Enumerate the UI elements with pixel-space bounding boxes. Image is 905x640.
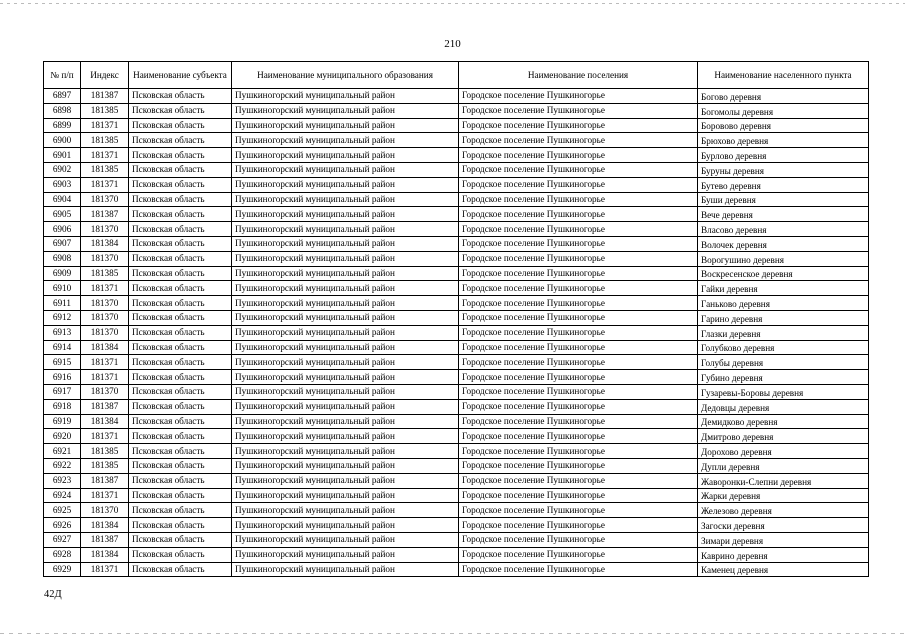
- cell-settlement: Городское поселение Пушкиногорье: [459, 310, 698, 325]
- cell-postal-index: 181384: [81, 547, 129, 562]
- cell-row-number: 6928: [44, 547, 81, 562]
- cell-settlement: Городское поселение Пушкиногорье: [459, 207, 698, 222]
- cell-row-number: 6925: [44, 503, 81, 518]
- cell-settlement: Городское поселение Пушкиногорье: [459, 473, 698, 488]
- cell-settlement: Городское поселение Пушкиногорье: [459, 414, 698, 429]
- cell-subject: Псковская область: [129, 370, 232, 385]
- cell-subject: Псковская область: [129, 458, 232, 473]
- table-row: [44, 562, 869, 577]
- cell-row-number: 6910: [44, 281, 81, 296]
- page-number: 210: [444, 38, 461, 50]
- cell-locality: Голубково деревня: [698, 340, 869, 355]
- cell-settlement: Городское поселение Пушкиногорье: [459, 177, 698, 192]
- cell-municipality: Пушкиногорский муниципальный район: [232, 266, 459, 281]
- cell-postal-index: 181384: [81, 340, 129, 355]
- cell-municipality: Пушкиногорский муниципальный район: [232, 429, 459, 444]
- table-row: [44, 89, 869, 104]
- cell-row-number: 6922: [44, 458, 81, 473]
- cell-row-number: 6924: [44, 488, 81, 503]
- cell-subject: Псковская область: [129, 518, 232, 533]
- cell-row-number: 6908: [44, 251, 81, 266]
- cell-postal-index: 181385: [81, 444, 129, 459]
- table-row: [44, 355, 869, 370]
- cell-postal-index: 181371: [81, 370, 129, 385]
- cell-row-number: 6912: [44, 310, 81, 325]
- footer-code: 42Д: [44, 589, 62, 600]
- table-row: [44, 133, 869, 148]
- cell-locality: Загоски деревня: [698, 518, 869, 533]
- table-header-row: [44, 62, 869, 89]
- cell-row-number: 6918: [44, 399, 81, 414]
- cell-locality: Боровово деревня: [698, 118, 869, 133]
- cell-subject: Псковская область: [129, 222, 232, 237]
- table-row: [44, 192, 869, 207]
- cell-postal-index: 181384: [81, 414, 129, 429]
- table-row: [44, 296, 869, 311]
- header-locality-name: Наименование населенного пункта: [698, 62, 869, 89]
- cell-postal-index: 181371: [81, 488, 129, 503]
- cell-row-number: 6920: [44, 429, 81, 444]
- cell-subject: Псковская область: [129, 266, 232, 281]
- cell-municipality: Пушкиногорский муниципальный район: [232, 355, 459, 370]
- table-row: [44, 207, 869, 222]
- cell-subject: Псковская область: [129, 281, 232, 296]
- cell-postal-index: 181370: [81, 296, 129, 311]
- cell-locality: Дорохово деревня: [698, 444, 869, 459]
- cell-municipality: Пушкиногорский муниципальный район: [232, 118, 459, 133]
- header-subject-name: Наименование субъекта: [129, 62, 232, 89]
- cell-locality: Жарки деревня: [698, 488, 869, 503]
- cell-settlement: Городское поселение Пушкиногорье: [459, 281, 698, 296]
- cell-postal-index: 181370: [81, 251, 129, 266]
- cell-municipality: Пушкиногорский муниципальный район: [232, 148, 459, 163]
- cell-municipality: Пушкиногорский муниципальный район: [232, 384, 459, 399]
- cell-municipality: Пушкиногорский муниципальный район: [232, 399, 459, 414]
- cell-postal-index: 181384: [81, 236, 129, 251]
- cell-subject: Псковская область: [129, 207, 232, 222]
- cell-locality: Буши деревня: [698, 192, 869, 207]
- cell-locality: Демидково деревня: [698, 414, 869, 429]
- cell-settlement: Городское поселение Пушкиногорье: [459, 458, 698, 473]
- cell-locality: Глазки деревня: [698, 325, 869, 340]
- cell-subject: Псковская область: [129, 547, 232, 562]
- cell-row-number: 6915: [44, 355, 81, 370]
- cell-locality: Гайки деревня: [698, 281, 869, 296]
- cell-row-number: 6900: [44, 133, 81, 148]
- cell-subject: Псковская область: [129, 429, 232, 444]
- cell-locality: Жаворонки-Слепни деревня: [698, 473, 869, 488]
- cell-postal-index: 181371: [81, 562, 129, 577]
- cell-subject: Псковская область: [129, 251, 232, 266]
- cell-postal-index: 181371: [81, 429, 129, 444]
- table-row: [44, 532, 869, 547]
- table-body: [44, 89, 869, 577]
- cell-postal-index: 181387: [81, 399, 129, 414]
- cell-subject: Псковская область: [129, 340, 232, 355]
- cell-row-number: 6914: [44, 340, 81, 355]
- cell-subject: Псковская область: [129, 325, 232, 340]
- cell-locality: Богово деревня: [698, 89, 869, 104]
- cell-settlement: Городское поселение Пушкиногорье: [459, 118, 698, 133]
- cell-subject: Псковская область: [129, 414, 232, 429]
- cell-settlement: Городское поселение Пушкиногорье: [459, 251, 698, 266]
- cell-subject: Псковская область: [129, 562, 232, 577]
- cell-settlement: Городское поселение Пушкиногорье: [459, 444, 698, 459]
- cell-municipality: Пушкиногорский муниципальный район: [232, 281, 459, 296]
- cell-settlement: Городское поселение Пушкиногорье: [459, 340, 698, 355]
- cell-municipality: Пушкиногорский муниципальный район: [232, 547, 459, 562]
- cell-locality: Воскресенское деревня: [698, 266, 869, 281]
- table-row: [44, 340, 869, 355]
- cell-subject: Псковская область: [129, 310, 232, 325]
- table-row: [44, 399, 869, 414]
- cell-municipality: Пушкиногорский муниципальный район: [232, 473, 459, 488]
- cell-postal-index: 181371: [81, 148, 129, 163]
- cell-row-number: 6904: [44, 192, 81, 207]
- table-row: [44, 162, 869, 177]
- cell-settlement: Городское поселение Пушкиногорье: [459, 236, 698, 251]
- cell-row-number: 6902: [44, 162, 81, 177]
- cell-row-number: 6897: [44, 89, 81, 104]
- cell-settlement: Городское поселение Пушкиногорье: [459, 518, 698, 533]
- cell-subject: Псковская область: [129, 103, 232, 118]
- table-row: [44, 222, 869, 237]
- cell-row-number: 6927: [44, 532, 81, 547]
- cell-settlement: Городское поселение Пушкиногорье: [459, 562, 698, 577]
- cell-municipality: Пушкиногорский муниципальный район: [232, 162, 459, 177]
- cell-postal-index: 181387: [81, 473, 129, 488]
- cell-subject: Псковская область: [129, 236, 232, 251]
- cell-municipality: Пушкиногорский муниципальный район: [232, 488, 459, 503]
- table-row: [44, 488, 869, 503]
- cell-municipality: Пушкиногорский муниципальный район: [232, 310, 459, 325]
- cell-municipality: Пушкиногорский муниципальный район: [232, 503, 459, 518]
- cell-municipality: Пушкиногорский муниципальный район: [232, 251, 459, 266]
- table-row: [44, 103, 869, 118]
- table-row: [44, 384, 869, 399]
- cell-row-number: 6917: [44, 384, 81, 399]
- cell-row-number: 6926: [44, 518, 81, 533]
- cell-municipality: Пушкиногорский муниципальный район: [232, 296, 459, 311]
- cell-row-number: 6901: [44, 148, 81, 163]
- cell-locality: Каврино деревня: [698, 547, 869, 562]
- cell-row-number: 6921: [44, 444, 81, 459]
- cell-row-number: 6923: [44, 473, 81, 488]
- cell-locality: Каменец деревня: [698, 562, 869, 577]
- cell-postal-index: 181387: [81, 207, 129, 222]
- table-row: [44, 177, 869, 192]
- header-postal-index: Индекс: [81, 62, 129, 89]
- cell-locality: Голубы деревня: [698, 355, 869, 370]
- cell-municipality: Пушкиногорский муниципальный район: [232, 325, 459, 340]
- cell-locality: Бурлово деревня: [698, 148, 869, 163]
- cell-postal-index: 181384: [81, 518, 129, 533]
- cell-municipality: Пушкиногорский муниципальный район: [232, 133, 459, 148]
- header-settlement-name: Наименование поселения: [459, 62, 698, 89]
- cell-municipality: Пушкиногорский муниципальный район: [232, 518, 459, 533]
- cell-postal-index: 181385: [81, 458, 129, 473]
- header-municipality-name: Наименование муниципального образования: [232, 62, 459, 89]
- cell-settlement: Городское поселение Пушкиногорье: [459, 162, 698, 177]
- cell-postal-index: 181370: [81, 310, 129, 325]
- cell-row-number: 6907: [44, 236, 81, 251]
- cell-settlement: Городское поселение Пушкиногорье: [459, 192, 698, 207]
- cell-locality: Гузаревы-Боровы деревня: [698, 384, 869, 399]
- table-row: [44, 266, 869, 281]
- cell-locality: Богомолы деревня: [698, 103, 869, 118]
- table-row: [44, 458, 869, 473]
- table-row: [44, 370, 869, 385]
- cell-locality: Волочек деревня: [698, 236, 869, 251]
- cell-row-number: 6898: [44, 103, 81, 118]
- cell-settlement: Городское поселение Пушкиногорье: [459, 133, 698, 148]
- cell-locality: Дмитрово деревня: [698, 429, 869, 444]
- cell-settlement: Городское поселение Пушкиногорье: [459, 532, 698, 547]
- header-row-number: № п/п: [44, 62, 81, 89]
- cell-settlement: Городское поселение Пушкиногорье: [459, 296, 698, 311]
- cell-postal-index: 181370: [81, 192, 129, 207]
- cell-subject: Псковская область: [129, 503, 232, 518]
- table-row: [44, 414, 869, 429]
- cell-subject: Псковская область: [129, 384, 232, 399]
- cell-municipality: Пушкиногорский муниципальный район: [232, 207, 459, 222]
- cell-postal-index: 181385: [81, 103, 129, 118]
- cell-municipality: Пушкиногорский муниципальный район: [232, 222, 459, 237]
- cell-municipality: Пушкиногорский муниципальный район: [232, 103, 459, 118]
- cell-postal-index: 181370: [81, 384, 129, 399]
- cell-locality: Власово деревня: [698, 222, 869, 237]
- cell-locality: Ганьково деревня: [698, 296, 869, 311]
- cell-row-number: 6913: [44, 325, 81, 340]
- cell-settlement: Городское поселение Пушкиногорье: [459, 429, 698, 444]
- cell-row-number: 6916: [44, 370, 81, 385]
- cell-postal-index: 181371: [81, 355, 129, 370]
- cell-municipality: Пушкиногорский муниципальный район: [232, 444, 459, 459]
- cell-settlement: Городское поселение Пушкиногорье: [459, 148, 698, 163]
- cell-municipality: Пушкиногорский муниципальный район: [232, 414, 459, 429]
- cell-postal-index: 181371: [81, 177, 129, 192]
- cell-subject: Псковская область: [129, 118, 232, 133]
- cell-settlement: Городское поселение Пушкиногорье: [459, 266, 698, 281]
- cell-row-number: 6911: [44, 296, 81, 311]
- cell-locality: Дупли деревня: [698, 458, 869, 473]
- cell-row-number: 6909: [44, 266, 81, 281]
- cell-municipality: Пушкиногорский муниципальный район: [232, 340, 459, 355]
- cell-row-number: 6899: [44, 118, 81, 133]
- cell-subject: Псковская область: [129, 444, 232, 459]
- cell-municipality: Пушкиногорский муниципальный район: [232, 192, 459, 207]
- cell-municipality: Пушкиногорский муниципальный район: [232, 370, 459, 385]
- cell-subject: Псковская область: [129, 399, 232, 414]
- cell-postal-index: 181370: [81, 222, 129, 237]
- cell-municipality: Пушкиногорский муниципальный район: [232, 458, 459, 473]
- cell-municipality: Пушкиногорский муниципальный район: [232, 532, 459, 547]
- cell-settlement: Городское поселение Пушкиногорье: [459, 547, 698, 562]
- cell-subject: Псковская область: [129, 473, 232, 488]
- cell-postal-index: 181385: [81, 162, 129, 177]
- cell-municipality: Пушкиногорский муниципальный район: [232, 89, 459, 104]
- cell-locality: Зимари деревня: [698, 532, 869, 547]
- table-row: [44, 444, 869, 459]
- table-row: [44, 236, 869, 251]
- cell-municipality: Пушкиногорский муниципальный район: [232, 177, 459, 192]
- cell-subject: Псковская область: [129, 89, 232, 104]
- cell-settlement: Городское поселение Пушкиногорье: [459, 103, 698, 118]
- cell-subject: Псковская область: [129, 177, 232, 192]
- cell-postal-index: 181371: [81, 118, 129, 133]
- table-row: [44, 473, 869, 488]
- cell-row-number: 6929: [44, 562, 81, 577]
- table-row: [44, 310, 869, 325]
- cell-postal-index: 181387: [81, 532, 129, 547]
- cell-locality: Брюхово деревня: [698, 133, 869, 148]
- table-row: [44, 518, 869, 533]
- cell-subject: Псковская область: [129, 192, 232, 207]
- cell-settlement: Городское поселение Пушкиногорье: [459, 488, 698, 503]
- table-row: [44, 325, 869, 340]
- cell-locality: Бутево деревня: [698, 177, 869, 192]
- cell-subject: Псковская область: [129, 162, 232, 177]
- table-row: [44, 148, 869, 163]
- table-row: [44, 118, 869, 133]
- cell-postal-index: 181385: [81, 133, 129, 148]
- cell-postal-index: 181370: [81, 503, 129, 518]
- cell-locality: Гарино деревня: [698, 310, 869, 325]
- cell-row-number: 6906: [44, 222, 81, 237]
- cell-locality: Железово деревня: [698, 503, 869, 518]
- cell-locality: Ворогушино деревня: [698, 251, 869, 266]
- table-row: [44, 281, 869, 296]
- scan-edge-bottom: [0, 633, 905, 634]
- cell-subject: Псковская область: [129, 296, 232, 311]
- cell-subject: Псковская область: [129, 133, 232, 148]
- cell-locality: Буруны деревня: [698, 162, 869, 177]
- cell-postal-index: 181387: [81, 89, 129, 104]
- cell-row-number: 6903: [44, 177, 81, 192]
- cell-settlement: Городское поселение Пушкиногорье: [459, 503, 698, 518]
- cell-settlement: Городское поселение Пушкиногорье: [459, 325, 698, 340]
- cell-subject: Псковская область: [129, 355, 232, 370]
- cell-settlement: Городское поселение Пушкиногорье: [459, 222, 698, 237]
- cell-row-number: 6919: [44, 414, 81, 429]
- cell-locality: Вече деревня: [698, 207, 869, 222]
- cell-postal-index: 181370: [81, 325, 129, 340]
- cell-subject: Псковская область: [129, 488, 232, 503]
- cell-locality: Дедовцы деревня: [698, 399, 869, 414]
- cell-municipality: Пушкиногорский муниципальный район: [232, 236, 459, 251]
- cell-subject: Псковская область: [129, 532, 232, 547]
- table-row: [44, 503, 869, 518]
- cell-settlement: Городское поселение Пушкиногорье: [459, 384, 698, 399]
- cell-settlement: Городское поселение Пушкиногорье: [459, 370, 698, 385]
- cell-settlement: Городское поселение Пушкиногорье: [459, 89, 698, 104]
- cell-subject: Псковская область: [129, 148, 232, 163]
- table-row: [44, 251, 869, 266]
- locality-registry-table: [43, 61, 869, 577]
- cell-municipality: Пушкиногорский муниципальный район: [232, 562, 459, 577]
- cell-settlement: Городское поселение Пушкиногорье: [459, 399, 698, 414]
- cell-settlement: Городское поселение Пушкиногорье: [459, 355, 698, 370]
- table-row: [44, 429, 869, 444]
- cell-postal-index: 181385: [81, 266, 129, 281]
- table-row: [44, 547, 869, 562]
- cell-locality: Губино деревня: [698, 370, 869, 385]
- cell-row-number: 6905: [44, 207, 81, 222]
- scan-edge-top: [0, 3, 905, 4]
- cell-postal-index: 181371: [81, 281, 129, 296]
